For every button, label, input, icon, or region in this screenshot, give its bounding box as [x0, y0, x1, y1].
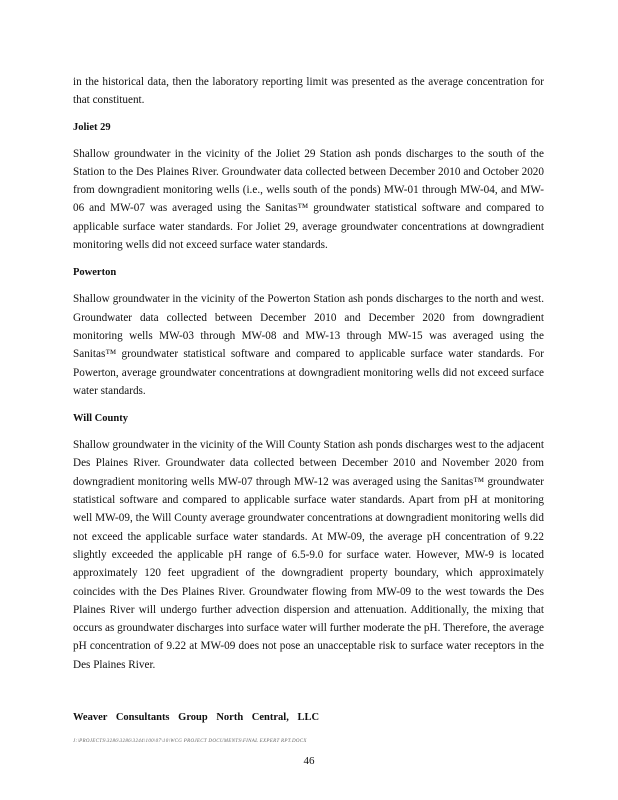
section-heading-powerton: Powerton — [73, 267, 117, 279]
section-heading-joliet-29: Joliet 29 — [73, 121, 111, 133]
section-paragraph-joliet-29: Shallow groundwater in the vicinity of the Joliet 29 Station ash ponds discharges to the south of the Station to the Des Plaines River. Groundwater data collected between December 2010 and October 2020 from downgradient monitoring wells (i.e., wells south of the ponds) MW-01 through MW-04, and MW-06 and MW-07 was averaged using the Sanitas™ groundwater statistical software and compared to applicable surface water standards. For Joliet 29, average groundwater concentrations at downgradient monitoring wells did not exceed surface water standards. — [73, 147, 544, 252]
section-paragraph-will-county: Shallow groundwater in the vicinity of the Will County Station ash ponds discharges west to the adjacent Des Plaines River. Groundwater data collected between December 2010 and November 2020 from downgradient monitoring wells MW-07 through MW-12 was averaged using the Sanitas™ groundwater statistical software and compared to applicable surface water standards. Apart from pH at monitoring well MW-09, the Will County average groundwater concentrations at downgradient monitoring wells did not exceed the applicable surface water standards. At MW-09, the average pH concentration of 9.22 slightly exceeded the applicable pH range of 6.5-9.0 for surface water. However, MW-9 is located approximately 120 feet upgradient of the downgradient property boundary, which approximately coincides with the Des Plaines River. Groundwater flowing from MW-09 to the west towards the Des Plaines River will undergo further advection dispersion and attenuation. Additionally, the mixing that occurs as groundwater discharges into surface water will further moderate the pH. Therefore, the average pH concentration of 9.22 at MW-09 does not pose an unacceptable risk to surface water receptors in the Des Plaines River. — [73, 439, 544, 671]
footer-file-path: J:\PROJECTS\3286\3286\3244\100\07\10\WCG PROJECT DOCUMENTS\FINAL EXPERT RPT.DOCX — [73, 739, 307, 744]
section-heading-will-county: Will County — [73, 413, 128, 425]
footer-company-name: Weaver Consultants Group North Central, LLC — [73, 712, 320, 723]
page-number: 46 — [303, 755, 315, 767]
page-body — [73, 73, 544, 674]
section-paragraph-powerton: Shallow groundwater in the vicinity of the Powerton Station ash ponds discharges to the north and west. Groundwater data collected between December 2010 and December 2020 from downgradient monitoring wells MW-03 through MW-08 and MW-13 through MW-15 was averaged using the Sanitas™ groundwater statistical software and compared to applicable surface water standards. For Powerton, average groundwater concentrations at downgradient monitoring wells did not exceed surface water standards. — [73, 293, 544, 397]
intro-paragraph: in the historical data, then the laboratory reporting limit was presented as the average concentration for that constituent. — [73, 76, 544, 107]
